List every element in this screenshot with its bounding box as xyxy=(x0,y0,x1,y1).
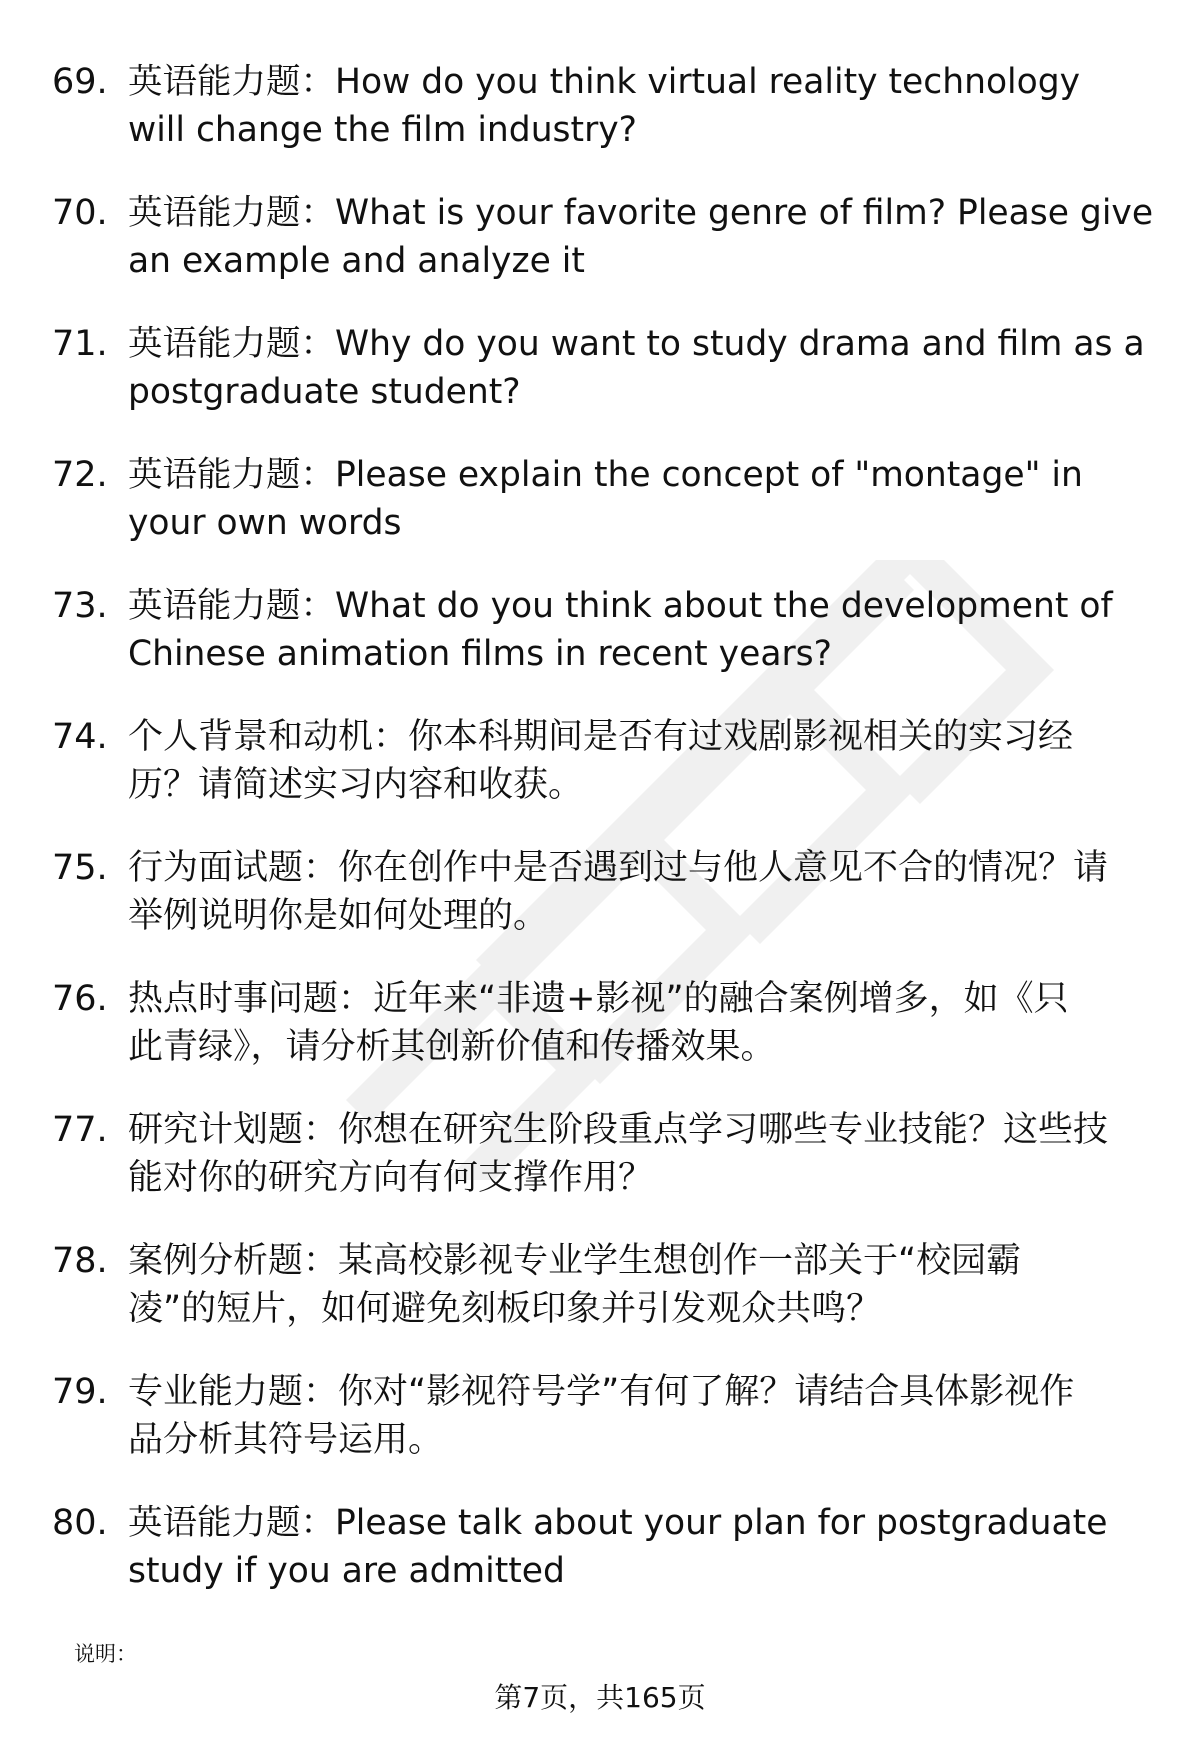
question-item xyxy=(0,713,1200,844)
question-line: 此青绿》，请分析其创新价值和传播效果。 xyxy=(128,1027,776,1067)
question-line: will change the film industry? xyxy=(128,110,637,150)
question-text xyxy=(128,1499,1168,1595)
question-text xyxy=(128,451,1168,547)
question-text xyxy=(128,1368,1168,1464)
question-number: 78. xyxy=(52,1241,108,1281)
question-text xyxy=(128,1106,1168,1202)
question-list xyxy=(0,58,1200,1630)
question-line: 研究计划题：你想在研究生阶段重点学习哪些专业技能？这些技 xyxy=(128,1110,1109,1150)
question-line: 英语能力题：Please talk about your plan for postgraduate xyxy=(128,1503,1108,1543)
question-line: study if you are admitted xyxy=(128,1551,565,1591)
question-line: 英语能力题：Why do you want to study drama and film as a xyxy=(128,324,1145,364)
question-line: 个人背景和动机：你本科期间是否有过戏剧影视相关的实习经 xyxy=(128,717,1074,757)
question-text xyxy=(128,320,1168,416)
question-number: 75. xyxy=(52,848,108,888)
question-number: 80. xyxy=(52,1503,108,1543)
question-text xyxy=(128,582,1168,678)
question-number: 76. xyxy=(52,979,108,1019)
question-line: 能对你的研究方向有何支撑作用？ xyxy=(128,1158,654,1198)
question-text xyxy=(128,713,1168,809)
question-line: 专业能力题：你对“影视符号学”有何了解？请结合具体影视作 xyxy=(128,1372,1075,1412)
question-line: 热点时事问题：近年来“非遗+影视”的融合案例增多，如《只 xyxy=(128,979,1069,1019)
question-line: 英语能力题：How do you think virtual reality technology xyxy=(128,62,1081,102)
question-item xyxy=(0,975,1200,1106)
question-text xyxy=(128,1237,1168,1333)
question-number: 73. xyxy=(52,586,108,626)
question-line: 行为面试题：你在创作中是否遇到过与他人意见不合的情况？请 xyxy=(128,848,1109,888)
question-line: 英语能力题：Please explain the concept of "montage" in xyxy=(128,455,1083,495)
question-line: 英语能力题：What do you think about the development of xyxy=(128,586,1113,626)
question-number: 74. xyxy=(52,717,108,757)
question-item xyxy=(0,844,1200,975)
question-item xyxy=(0,320,1200,451)
question-number: 79. xyxy=(52,1372,108,1412)
question-item xyxy=(0,582,1200,713)
question-number: 70. xyxy=(52,193,108,233)
question-text xyxy=(128,975,1168,1071)
page-footer: 第7页，共165页 xyxy=(494,1681,706,1714)
question-line: postgraduate student? xyxy=(128,372,521,412)
question-item xyxy=(0,1237,1200,1368)
question-text xyxy=(128,58,1168,154)
question-text xyxy=(128,844,1168,940)
question-number: 69. xyxy=(52,62,108,102)
question-line: 凌”的短片，如何避免刻板印象并引发观众共鸣？ xyxy=(128,1289,882,1329)
note-label: 说明： xyxy=(74,1642,137,1666)
question-number: 77. xyxy=(52,1110,108,1150)
question-number: 71. xyxy=(52,324,108,364)
question-line: Chinese animation films in recent years? xyxy=(128,634,832,674)
question-item xyxy=(0,1499,1200,1630)
question-line: an example and analyze it xyxy=(128,241,585,281)
question-line: 英语能力题：What is your favorite genre of film? Please give xyxy=(128,193,1154,233)
question-item xyxy=(0,1106,1200,1237)
question-line: your own words xyxy=(128,503,402,543)
question-text xyxy=(128,189,1168,285)
question-item xyxy=(0,1368,1200,1499)
question-line: 举例说明你是如何处理的。 xyxy=(128,896,549,936)
question-item xyxy=(0,189,1200,320)
question-line: 品分析其符号运用。 xyxy=(128,1420,444,1460)
question-number: 72. xyxy=(52,455,108,495)
question-item xyxy=(0,451,1200,582)
question-item xyxy=(0,58,1200,189)
question-line: 案例分析题：某高校影视专业学生想创作一部关于“校园霸 xyxy=(128,1241,1022,1281)
question-line: 历？请简述实习内容和收获。 xyxy=(128,765,584,805)
